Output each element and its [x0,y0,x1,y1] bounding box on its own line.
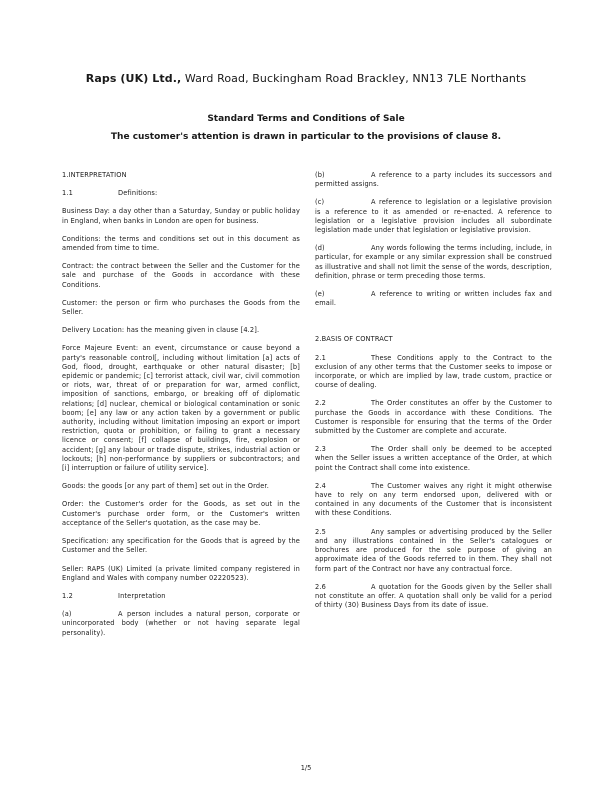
page-number: 1/5 [300,764,312,772]
clause-number: 2.3 [315,445,326,454]
clause-label: Interpretation [118,591,166,600]
clause-number: 2.5 [315,527,326,536]
clause-text: The Customer waives any right it might otherwise have to rely on any term endorsed upon, delivered with or contained in any documents of the Customer that is inconsistent with these Conditions. [315,481,552,518]
clause-1-2-e [315,290,552,308]
clause-number: (e) [315,290,325,299]
clause-number: 2.4 [315,481,326,490]
definition-seller: Seller: RAPS (UK) Limited (a private limited company registered in England and Wales with company number 02220523). [62,564,300,582]
definition-business-day: Business Day: a day other than a Saturday, Sunday or public holiday in England, when banks in London are open for business. [62,207,300,225]
clause-number: 2.1 [315,353,326,362]
definition-specification: Specification: any specification for the Goods that is agreed by the Customer and the Seller. [62,537,300,555]
definition-order: Order: the Customer's order for the Goods, as set out in the Customer's purchase order form, or the Customer's written acceptance of the Seller's quotation, as the case may be. [62,500,300,527]
clause-2-4 [315,482,552,519]
company-address: Ward Road, Buckingham Road Brackley, NN13 7LE Northants [181,72,527,85]
definition-force-majeure: Force Majeure Event: an event, circumstance or cause beyond a party's reasonable control[, including without limitation [a] acts of God, flood, drought, earthquake or other natural disaster; [b] epidemic or pandemic; [c] terrorist attack, civil war, civil commotion or riots, war, threat of or preparation for war, armed conflict, imposition of sanctions, embargo, or breaking off of diplomatic relations; [d] nuclear, chemical or biological contamination or sonic boom; [e] any law or any action taken by a government or public authority, including without limitation imposing an export or import restriction, quota or prohibition, or failing to grant a necessary licence or consent; [f] collapse of buildings, fire, explosion or accident; [g] any labour or trade dispute, strikes, industrial action or lockouts; [h] non-performance by suppliers or subcontractors; and [i] interruption or failure of utility service]. [62,344,300,473]
definition-delivery-location: Delivery Location: has the meaning given in clause [4.2]. [62,326,260,335]
right-column [315,171,552,619]
clause-number: (c) [315,198,325,207]
clause-2-6 [315,583,552,611]
clause-text: A quotation for the Goods given by the Seller shall not constitute an offer. A quotation shall only be valid for a period of thirty (30) Business Days from its date of issue. [315,582,552,610]
clause-text: Any words following the terms including, include, in particular, for example or any similar expression shall be construed as illustrative and shall not limit the sense of the words, description, definition, phrase or term preceding those terms. [315,244,552,280]
section-heading-interpretation: 1.INTERPRETATION [62,171,127,179]
clause-number: 2.2 [315,399,326,408]
clause-number: 2.6 [315,582,326,591]
clause-text: A person includes a natural person, corporate or unincorporated body (whether or not having separate legal personality). [62,610,300,637]
company-header [0,72,612,85]
definition-conditions: Conditions: the terms and conditions set out in this document as amended from time to time. [62,234,300,253]
company-name: Raps (UK) Ltd., [85,72,182,85]
clause-1-2-a [62,610,300,638]
clause-number: (d) [315,244,325,253]
clause-2-5 [315,528,552,574]
clause-text: These Conditions apply to the Contract to the exclusion of any other terms that the Customer seeks to impose or incorporate, or which are implied by law, trade custom, practice or course of dealing. [315,353,552,390]
clause-text: The Order constitutes an offer by the Customer to purchase the Goods in accordance with these Conditions. The Customer is responsible for ensuring that the terms of the Order submitted by the Customer are complete and accurate. [315,399,552,436]
left-column [62,171,300,647]
document-subtitle: The customer's attention is drawn in particular to the provisions of clause 8. [110,132,502,142]
document-title: Standard Terms and Conditions of Sale [207,114,405,124]
clause-1-2 [62,592,300,601]
clause-1-2-d [315,244,552,281]
clause-number: (a) [62,610,72,619]
clause-number: 1.1 [62,189,73,198]
definition-contract: Contract: the contract between the Seller and the Customer for the sale and purchase of the Goods in accordance with these Conditions. [62,262,300,289]
clause-1-2-b [315,171,552,189]
clause-2-2 [315,399,552,436]
definition-customer: Customer: the person or firm who purchases the Goods from the Seller. [62,298,300,317]
clause-number: 1.2 [62,591,73,600]
clause-text: A reference to writing or written includes fax and email. [315,290,552,308]
clause-2-3 [315,445,552,473]
clause-label: Definitions: [118,189,158,198]
clause-1-2-c [315,198,552,235]
spacer [315,317,552,335]
section-heading-basis-of-contract: 2.BASIS OF CONTRACT [315,335,393,344]
clause-number: (b) [315,171,325,179]
clause-text: A reference to legislation or a legislative provision is a reference to it as amended or re-enacted. A reference to legislation or a legislative provision includes all subordinate legislation made under that legislation or legislative provision. [315,198,552,235]
clause-text: The Order shall only be deemed to be accepted when the Seller issues a written acceptance of the Order, at which point the Contract shall come into existence. [315,445,552,472]
definition-goods: Goods: the goods [or any part of them] set out in the Order. [62,482,269,491]
clause-1-1 [62,189,300,198]
clause-text: Any samples or advertising produced by the Seller and any illustrations contained in the Seller's catalogues or brochures are produced for the sole purpose of giving an approximate idea of the Goods referred to in them. They shall not form part of the Contract nor have any contractual force. [315,527,552,573]
clause-text: A reference to a party includes its successors and permitted assigns. [315,171,552,189]
clause-2-1 [315,354,552,391]
